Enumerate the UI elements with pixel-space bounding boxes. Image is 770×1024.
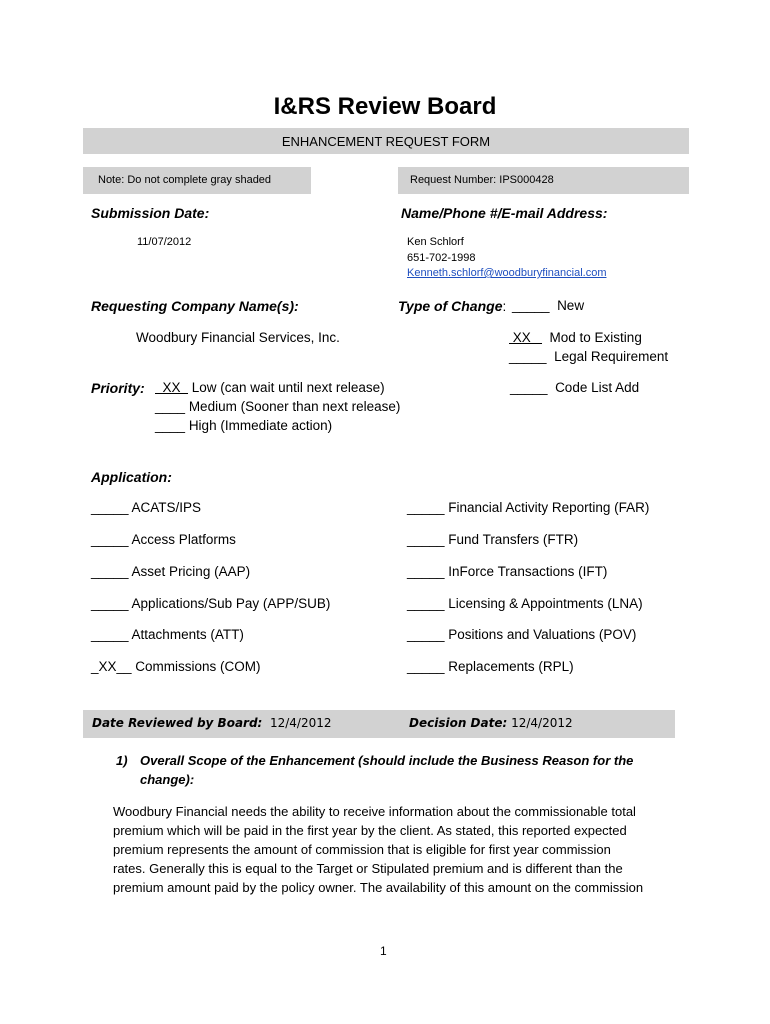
change-text: Code List Add — [555, 380, 640, 395]
change-option-legal-requirement — [509, 349, 668, 364]
application-label: Application: — [91, 469, 172, 485]
date-reviewed-label: Date Reviewed by Board: — [92, 716, 263, 730]
change-mark: _____ — [512, 298, 550, 313]
change-option-mod-to-existing — [509, 330, 642, 345]
company-name: Woodbury Financial Services, Inc. — [136, 330, 340, 345]
decision-date — [409, 716, 573, 730]
application-item-far: _____ Financial Activity Reporting (FAR) — [407, 500, 650, 515]
page-number: 1 — [380, 944, 387, 958]
application-item-applications-sub-pay: _____ Applications/Sub Pay (APP/SUB) — [91, 596, 331, 611]
form-name-band — [83, 128, 689, 154]
application-item-pov: _____ Positions and Valuations (POV) — [407, 627, 637, 642]
contact-label: Name/Phone #/E-mail Address: — [401, 205, 608, 221]
form-name: ENHANCEMENT REQUEST FORM — [281, 134, 491, 149]
priority-mark: XX — [155, 380, 189, 395]
section-heading-line1: Overall Scope of the Enhancement (should include the Business Reason for the — [140, 753, 634, 768]
contact-phone: 651-702-1998 — [407, 252, 476, 264]
change-text: New — [557, 298, 585, 313]
application-item-asset-pricing: _____ Asset Pricing (AAP) — [91, 564, 251, 579]
section-heading-line2: change): — [140, 772, 195, 787]
page-title: I&RS Review Board — [273, 93, 497, 120]
paragraph-line: premium represents the amount of commission that is eligible for first year commission — [113, 842, 611, 857]
change-option-code-list-add — [510, 380, 639, 395]
priority-label: Priority: — [91, 380, 145, 396]
decision-date-value: 12/4/2012 — [511, 716, 573, 730]
request-number-band — [398, 167, 689, 194]
application-item-rpl: _____ Replacements (RPL) — [407, 659, 574, 674]
decision-date-label: Decision Date: — [409, 716, 508, 730]
contact-email-link[interactable]: Kenneth.schlorf@woodburyfinancial.com — [407, 267, 607, 279]
change-mark: _____ — [509, 349, 547, 364]
change-text: Legal Requirement — [554, 349, 669, 364]
paragraph-line: premium which will be paid in the first year by the client. As stated, this reported expected — [113, 823, 627, 838]
application-item-ift: _____ InForce Transactions (IFT) — [407, 564, 608, 579]
application-item-commissions: _XX__ Commissions (COM) — [91, 659, 261, 674]
priority-mark: ____ — [155, 418, 186, 433]
request-number: Request Number: IPS000428 — [410, 174, 554, 186]
type-of-change-colon: : — [502, 299, 507, 314]
change-text: Mod to Existing — [549, 330, 642, 345]
priority-mark: ____ — [155, 399, 186, 414]
company-label: Requesting Company Name(s): — [91, 298, 299, 314]
priority-option-high — [155, 418, 332, 433]
priority-option-medium — [155, 399, 400, 414]
change-mark: _____ — [510, 380, 548, 395]
type-of-change-heading — [398, 298, 506, 316]
priority-text: Low (can wait until next release) — [191, 380, 385, 395]
application-item-ftr: _____ Fund Transfers (FTR) — [407, 532, 579, 547]
application-item-acats: _____ ACATS/IPS — [91, 500, 202, 515]
priority-option-low — [155, 380, 385, 395]
note-band — [83, 167, 311, 194]
submission-date-label: Submission Date: — [91, 205, 210, 221]
application-item-access-platforms: _____ Access Platforms — [91, 532, 236, 547]
date-reviewed-value: 12/4/2012 — [269, 716, 332, 730]
type-of-change-label: Type of Change — [398, 298, 503, 314]
change-option-new — [512, 298, 584, 313]
application-item-attachments: _____ Attachments (ATT) — [91, 627, 244, 642]
application-item-lna: _____ Licensing & Appointments (LNA) — [407, 596, 643, 611]
paragraph-line: Woodbury Financial needs the ability to receive information about the commissionable total — [113, 804, 636, 819]
date-reviewed — [92, 716, 332, 730]
submission-date-value: 11/07/2012 — [137, 236, 192, 248]
paragraph-line: rates. Generally this is equal to the Target or Stipulated premium and is different than the — [113, 861, 623, 876]
change-mark: XX — [509, 330, 543, 345]
paragraph-line: premium amount paid by the policy owner. The availability of this amount on the commission — [113, 880, 644, 895]
priority-text: Medium (Sooner than next release) — [188, 399, 401, 414]
priority-text: High (Immediate action) — [188, 418, 333, 433]
section-number: 1) — [116, 753, 128, 768]
contact-name: Ken Schlorf — [407, 236, 464, 248]
note-text: Note: Do not complete gray shaded — [98, 174, 272, 186]
